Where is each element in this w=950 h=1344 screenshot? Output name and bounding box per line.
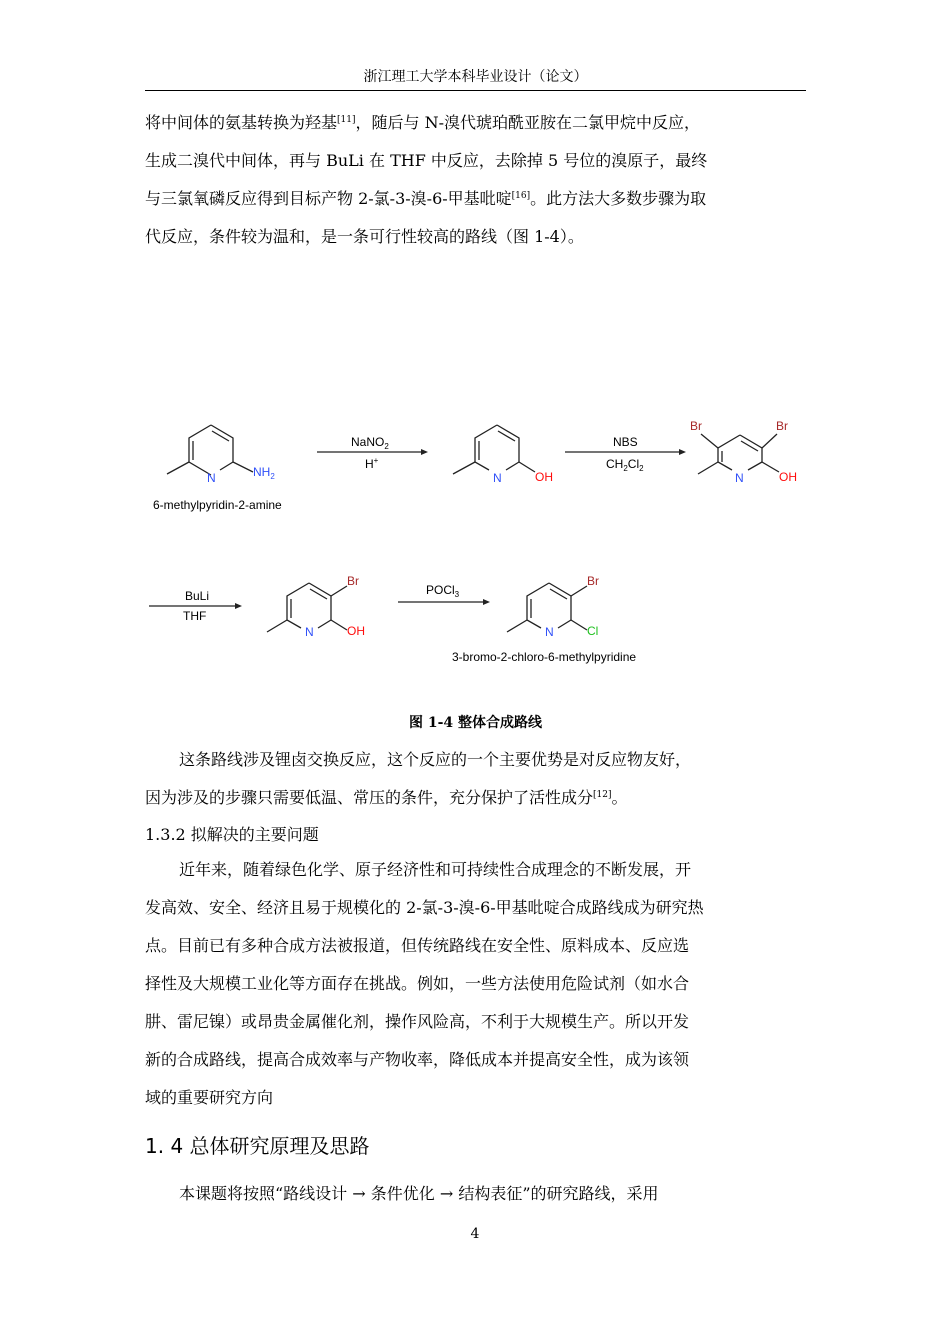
reagent-subscript: 2 <box>623 464 628 473</box>
subsection-heading: 1.3.2 拟解决的主要问题 <box>145 825 319 844</box>
atom-label-nitrogen: N <box>207 471 216 485</box>
text-line: 本课题将按照“路线设计 → 条件优化 → 结构表征”的研究路线，采用 <box>179 1184 659 1203</box>
text-line: 近年来，随着绿色化学、原子经济性和可持续性合成理念的不断发展，开 <box>179 860 692 879</box>
text-span: 与三氯氧磷反应得到目标产物 2-氯-3-溴-6-甲基吡啶 <box>145 189 512 208</box>
atom-subscript: 2 <box>270 472 275 481</box>
reagent-label: NBS <box>613 435 638 449</box>
paragraph-route-description <box>145 104 806 256</box>
reagent-label <box>426 583 460 599</box>
atom-label-nitrogen: N <box>493 471 502 485</box>
reagent-text: NaNO <box>351 435 385 449</box>
atom-label-hydroxyl: OH <box>535 470 553 484</box>
atom-label-nitrogen: N <box>305 625 314 639</box>
reagent-subscript: 2 <box>384 442 389 451</box>
citation-ref: [11] <box>337 115 356 125</box>
text-line: 新的合成路线，提高合成效率与产物收率，降低成本并提高安全性，成为该领 <box>145 1050 690 1069</box>
text-line: 择性及大规模工业化等方面存在挑战。例如，一些方法使用危险试剂（如水合 <box>145 974 690 993</box>
paragraph-advantage <box>145 741 806 817</box>
reagent-label: THF <box>183 609 207 623</box>
reagent-label: BuLi <box>185 589 210 603</box>
compound-name-start: 6-methylpyridin-2-amine <box>153 498 282 512</box>
text-line: 点。目前已有多种合成方法被报道，但传统路线在安全性、原料成本、反应选 <box>145 936 690 955</box>
reagent-label <box>606 457 644 473</box>
text-line: 生成二溴代中间体，再与 BuLi 在 THF 中反应，去除掉 5 号位的溴原子，最终 <box>145 151 708 170</box>
atom-text: NH <box>253 465 271 479</box>
molecule-hydroxypyridine <box>453 425 535 474</box>
molecule-start <box>167 425 253 475</box>
atom-label-bromine: Br <box>776 419 788 433</box>
text-line: 代反应，条件较为温和，是一条可行性较高的路线（图 1-4）。 <box>145 227 584 246</box>
atom-label-hydroxyl: OH <box>347 624 365 638</box>
atom-label-bromine: Br <box>347 574 359 588</box>
paragraph-research-approach <box>145 1175 806 1213</box>
text-line: 肼、雷尼镍）或昂贵金属催化剂，操作风险高，不利于大规模生产。所以开发 <box>145 1012 690 1031</box>
text-span: 。 <box>611 788 628 807</box>
reagent-text: H <box>365 457 374 471</box>
atom-label-bromine: Br <box>690 419 702 433</box>
figure-caption: 图 1-4 整体合成路线 <box>408 715 543 731</box>
atom-label-amine <box>253 465 275 481</box>
reagent-text: POCl <box>426 583 455 597</box>
citation-ref: [12] <box>593 790 612 800</box>
text-span: 因为涉及的步骤只需要低温、常压的条件，充分保护了活性成分 <box>145 788 594 807</box>
section-heading: 1. 4 总体研究原理及思路 <box>145 1134 370 1158</box>
atom-label-hydroxyl: OH <box>779 470 797 484</box>
text-line: 域的重要研究方向 <box>145 1088 274 1107</box>
reagent-subscript: 3 <box>454 590 460 599</box>
text-line <box>145 779 806 817</box>
synthesis-scheme-figure <box>145 410 806 690</box>
text-line <box>145 180 806 218</box>
reagent-label <box>365 456 379 471</box>
page-number: 4 <box>470 1226 480 1242</box>
citation-ref: [16] <box>511 191 531 201</box>
atom-label-bromine: Br <box>587 574 599 588</box>
text-span: 将中间体的氨基转换为羟基 <box>145 113 338 132</box>
text-line: 发高效、安全、经济且易于规模化的 2-氯-3-溴-6-甲基吡啶合成路线成为研究热 <box>145 898 704 917</box>
reagent-text: Cl <box>627 457 640 471</box>
atom-label-nitrogen: N <box>735 471 744 485</box>
text-line: 这条路线涉及锂卤交换反应，这个反应的一个主要优势是对反应物友好， <box>179 750 692 769</box>
reagent-label <box>351 435 389 451</box>
atom-label-chlorine: Cl <box>587 624 599 638</box>
text-span: ，随后与 N-溴代琥珀酰亚胺在二氯甲烷中反应， <box>355 113 700 132</box>
reagent-superscript: + <box>373 456 379 465</box>
paragraph-problems <box>145 851 806 1117</box>
text-line <box>145 104 806 142</box>
reagent-subscript: 2 <box>639 464 644 473</box>
molecule-dibromo-intermediate <box>698 434 779 474</box>
text-span: 。此方法大多数步骤为取 <box>530 189 707 208</box>
reagent-text: CH <box>606 457 624 471</box>
running-header: 浙江理工大学本科毕业设计（论文） <box>363 69 588 85</box>
atom-label-nitrogen: N <box>545 625 554 639</box>
compound-name-product: 3-bromo-2-chloro-6-methylpyridine <box>452 650 637 664</box>
header-rule <box>145 90 806 91</box>
